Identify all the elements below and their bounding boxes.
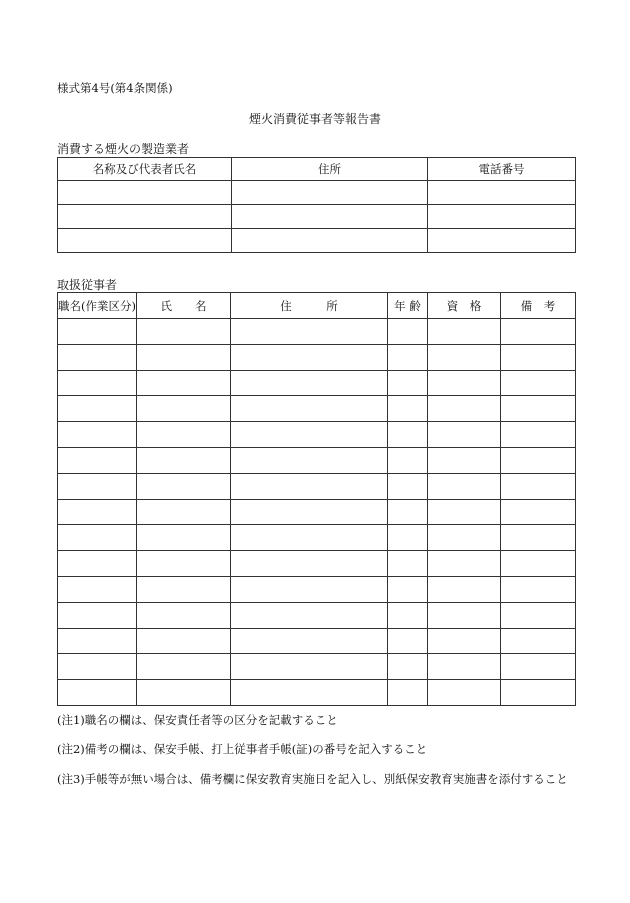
worker-cell[interactable] <box>231 319 388 345</box>
worker-cell[interactable] <box>58 499 137 525</box>
worker-cell[interactable] <box>137 680 231 706</box>
worker-cell[interactable] <box>428 628 501 654</box>
worker-cell[interactable] <box>501 473 576 499</box>
manufacturer-row <box>58 181 576 205</box>
worker-cell[interactable] <box>428 319 501 345</box>
worker-row <box>58 525 576 551</box>
worker-cell[interactable] <box>428 551 501 577</box>
manufacturer-cell[interactable] <box>58 229 232 253</box>
worker-cell[interactable] <box>137 473 231 499</box>
worker-cell[interactable] <box>501 344 576 370</box>
worker-cell[interactable] <box>501 551 576 577</box>
worker-cell[interactable] <box>137 576 231 602</box>
worker-row <box>58 370 576 396</box>
column-header-phone: 電話番号 <box>428 158 576 181</box>
worker-cell[interactable] <box>428 422 501 448</box>
worker-cell[interactable] <box>58 370 137 396</box>
worker-cell[interactable] <box>231 628 388 654</box>
worker-cell[interactable] <box>501 576 576 602</box>
worker-cell[interactable] <box>58 628 137 654</box>
worker-cell[interactable] <box>137 319 231 345</box>
worker-cell[interactable] <box>428 499 501 525</box>
column-header-remarks: 備 考 <box>501 293 576 319</box>
worker-cell[interactable] <box>137 525 231 551</box>
worker-cell[interactable] <box>58 654 137 680</box>
column-header-position: 職名(作業区分) <box>58 293 137 319</box>
worker-row <box>58 422 576 448</box>
worker-cell[interactable] <box>501 525 576 551</box>
worker-cell[interactable] <box>231 473 388 499</box>
worker-cell[interactable] <box>137 370 231 396</box>
worker-cell[interactable] <box>428 447 501 473</box>
manufacturer-table <box>57 157 576 253</box>
worker-cell[interactable] <box>428 344 501 370</box>
worker-cell[interactable] <box>388 370 428 396</box>
worker-cell[interactable] <box>428 576 501 602</box>
worker-cell[interactable] <box>388 447 428 473</box>
manufacturer-header-row <box>58 158 576 181</box>
worker-cell[interactable] <box>231 396 388 422</box>
worker-cell[interactable] <box>428 654 501 680</box>
worker-cell[interactable] <box>428 396 501 422</box>
manufacturer-cell[interactable] <box>232 205 428 229</box>
worker-cell[interactable] <box>388 551 428 577</box>
manufacturer-cell[interactable] <box>58 181 232 205</box>
worker-cell[interactable] <box>501 422 576 448</box>
manufacturer-cell[interactable] <box>428 229 576 253</box>
worker-cell[interactable] <box>58 576 137 602</box>
worker-cell[interactable] <box>501 499 576 525</box>
worker-cell[interactable] <box>388 654 428 680</box>
column-header-name: 名称及び代表者氏名 <box>58 158 232 181</box>
note-1: (注1)職名の欄は、保安責任者等の区分を記載すること <box>57 713 338 727</box>
worker-row <box>58 551 576 577</box>
worker-cell[interactable] <box>58 344 137 370</box>
worker-cell[interactable] <box>388 473 428 499</box>
worker-cell[interactable] <box>231 447 388 473</box>
worker-cell[interactable] <box>137 602 231 628</box>
worker-cell[interactable] <box>137 344 231 370</box>
worker-cell[interactable] <box>231 525 388 551</box>
manufacturer-cell[interactable] <box>428 205 576 229</box>
worker-row <box>58 396 576 422</box>
workers-header-row <box>58 293 576 319</box>
worker-row <box>58 654 576 680</box>
worker-cell[interactable] <box>501 319 576 345</box>
worker-cell[interactable] <box>58 680 137 706</box>
worker-row <box>58 628 576 654</box>
worker-cell[interactable] <box>137 628 231 654</box>
worker-row <box>58 499 576 525</box>
worker-cell[interactable] <box>58 447 137 473</box>
manufacturer-row <box>58 205 576 229</box>
worker-cell[interactable] <box>428 602 501 628</box>
worker-cell[interactable] <box>388 422 428 448</box>
workers-table <box>57 292 576 706</box>
worker-cell[interactable] <box>501 370 576 396</box>
worker-row <box>58 576 576 602</box>
worker-cell[interactable] <box>58 319 137 345</box>
worker-cell[interactable] <box>58 422 137 448</box>
note-2: (注2)備考の欄は、保安手帳、打上従事者手帳(証)の番号を記入すること <box>57 742 428 756</box>
worker-cell[interactable] <box>388 525 428 551</box>
worker-cell[interactable] <box>388 628 428 654</box>
worker-cell[interactable] <box>501 602 576 628</box>
worker-cell[interactable] <box>58 551 137 577</box>
worker-row <box>58 602 576 628</box>
worker-cell[interactable] <box>137 447 231 473</box>
manufacturer-cell[interactable] <box>232 181 428 205</box>
column-header-worker-name: 氏 名 <box>137 293 231 319</box>
worker-cell[interactable] <box>388 602 428 628</box>
worker-row <box>58 447 576 473</box>
worker-row <box>58 319 576 345</box>
worker-cell[interactable] <box>231 422 388 448</box>
worker-cell[interactable] <box>231 602 388 628</box>
worker-cell[interactable] <box>501 680 576 706</box>
worker-cell[interactable] <box>137 551 231 577</box>
worker-cell[interactable] <box>388 576 428 602</box>
column-header-age: 年 齢 <box>388 293 428 319</box>
worker-cell[interactable] <box>428 525 501 551</box>
worker-cell[interactable] <box>231 551 388 577</box>
worker-cell[interactable] <box>58 473 137 499</box>
workers-section-heading: 取扱従事者 <box>57 278 118 292</box>
worker-cell[interactable] <box>231 576 388 602</box>
worker-cell[interactable] <box>58 602 137 628</box>
column-header-address: 住所 <box>232 158 428 181</box>
manufacturer-cell[interactable] <box>232 229 428 253</box>
worker-cell[interactable] <box>428 473 501 499</box>
worker-cell[interactable] <box>428 680 501 706</box>
worker-cell[interactable] <box>231 680 388 706</box>
worker-cell[interactable] <box>137 422 231 448</box>
manufacturer-cell[interactable] <box>58 205 232 229</box>
worker-row <box>58 680 576 706</box>
worker-cell[interactable] <box>137 396 231 422</box>
worker-cell[interactable] <box>231 499 388 525</box>
worker-cell[interactable] <box>501 654 576 680</box>
column-header-qualification: 資 格 <box>428 293 501 319</box>
worker-cell[interactable] <box>388 344 428 370</box>
worker-cell[interactable] <box>388 396 428 422</box>
note-3: (注3)手帳等が無い場合は、備考欄に保安教育実施日を記入し、別紙保安教育実施書を添付すること <box>57 772 568 786</box>
worker-cell[interactable] <box>231 344 388 370</box>
manufacturer-section-heading: 消費する煙火の製造業者 <box>57 142 190 156</box>
worker-cell[interactable] <box>137 654 231 680</box>
worker-cell[interactable] <box>388 499 428 525</box>
worker-cell[interactable] <box>501 396 576 422</box>
worker-cell[interactable] <box>231 654 388 680</box>
manufacturer-cell[interactable] <box>428 181 576 205</box>
worker-cell[interactable] <box>137 499 231 525</box>
worker-cell[interactable] <box>231 370 388 396</box>
worker-cell[interactable] <box>388 680 428 706</box>
worker-cell[interactable] <box>501 628 576 654</box>
worker-row <box>58 473 576 499</box>
worker-cell[interactable] <box>428 370 501 396</box>
column-header-worker-address: 住 所 <box>231 293 388 319</box>
worker-cell[interactable] <box>58 525 137 551</box>
document-title: 煙火消費従事者等報告書 <box>248 112 381 126</box>
worker-cell[interactable] <box>58 396 137 422</box>
form-number: 様式第4号(第4条関係) <box>57 81 173 95</box>
manufacturer-row <box>58 229 576 253</box>
worker-cell[interactable] <box>501 447 576 473</box>
worker-cell[interactable] <box>388 319 428 345</box>
worker-row <box>58 344 576 370</box>
